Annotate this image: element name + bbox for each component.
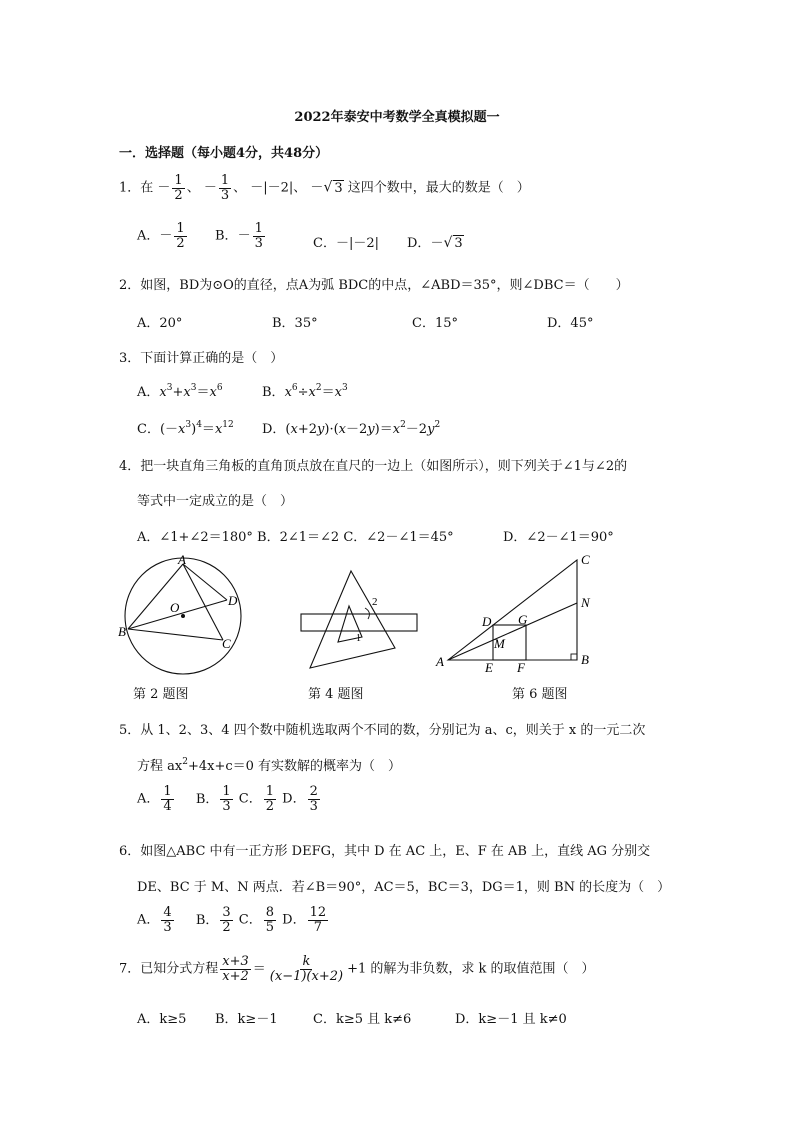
label-b: B: [118, 624, 126, 639]
question-7: 7．已知分式方程 $\frac{x+3}{x+2}$ ＝ $\frac{k}{(x-1)(x+2)}$ +1 的解为非负数，求 k 的取值范围（ ）: [119, 954, 595, 984]
figure-4-ruler-diagram: [301, 571, 417, 668]
label-n: N: [581, 595, 590, 610]
label-c6: C: [581, 552, 590, 567]
q1-sqrt: 3: [334, 180, 343, 196]
q7-option-c: C．k≥5 且 k≠6: [313, 1012, 412, 1027]
label-m: M: [494, 636, 505, 651]
q1-frac-1: $\frac{1}{2}$: [174, 173, 183, 203]
triangle-abc: [448, 560, 577, 660]
q3-option-a: A．$x^3+x^3=x^6$: [137, 383, 223, 400]
q3-option-d: D．$(x+2y)\cdot(x-2y)=x^2-2y^2$: [262, 420, 441, 437]
center-point: [181, 614, 185, 618]
q3-option-c: C．$(-x^3)^4=x^{12}$: [137, 420, 234, 437]
q2-option-b: B．35°: [272, 316, 318, 331]
q4-options-abc: A．∠1+∠2＝180° B．2∠1＝∠2 C．∠2－∠1＝45°: [137, 530, 454, 545]
section-heading: 一．选择题（每小题4分，共48分）: [119, 146, 329, 161]
question-2: 2．如图，BD为⊙O的直径，点A为弧 BDC的中点，∠ABD＝35°，则∠DBC＝（ ）: [119, 278, 629, 293]
label-b6: B: [581, 652, 589, 667]
q1-suffix: 这四个数中，最大的数是（ ）: [347, 180, 530, 196]
label-d6: D: [482, 614, 492, 629]
q1-prefix: 1．在: [119, 180, 154, 196]
q1-option-b: B．－ $\frac{1}{3}$: [215, 221, 263, 251]
q2-option-c: C．15°: [412, 316, 458, 331]
question-5-line-1: 5．从 1、2、3、4 四个数中随机选取两个不同的数，分别记为 a、c，则关于 x 的一元二次: [119, 723, 646, 738]
label-o: O: [170, 600, 180, 615]
set-square-outer: [310, 571, 395, 668]
q1-option-d: D．－√ 3: [407, 235, 463, 251]
line-ag: [448, 603, 577, 660]
figure-2-caption: 第 2 题图: [133, 687, 189, 702]
question-5-line-2: 方程 $ax^2+4x+c=0$ 有实数解的概率为（ ）: [137, 757, 402, 774]
q2-option-a: A．20°: [137, 316, 183, 331]
label-g: G: [518, 612, 528, 627]
question-6-line-1: 6．如图△ABC 中有一正方形 DEFG，其中 D 在 AC 上，E、F 在 AB 上，直线 AG 分别交: [119, 844, 651, 859]
q7-option-b: B．k≥－1: [215, 1012, 278, 1027]
page-title: 2022年泰安中考数学全真模拟题一: [294, 110, 500, 125]
question-4-line-2: 等式中一定成立的是（ ）: [137, 494, 294, 509]
figure-2-circle-diagram: [118, 552, 241, 674]
q5-options: A． $\frac{1}{4}$ B． $\frac{1}{3}$ C． $\frac{1}{2}$ D． $\frac{2}{3}$: [137, 784, 318, 814]
q4-option-d: D．∠2－∠1＝90°: [503, 530, 614, 545]
figures-row: [110, 550, 680, 700]
q1-frac-2: $\frac{1}{3}$: [220, 173, 230, 203]
question-1: 1．在 － $\frac{1}{2}$ 、 － $\frac{1}{3}$ 、 －|－2|、 －√ 3 这四个数中，最大的数是（ ）: [119, 173, 530, 203]
q1-option-a-label: A．: [137, 228, 160, 244]
angle-1-label: 1: [356, 633, 361, 644]
label-e: E: [485, 660, 493, 675]
question-6-line-2: DE、BC 于 M、N 两点．若∠B＝90°，AC＝5，BC＝3，DG＝1，则 BN 的长度为（ ）: [137, 880, 671, 895]
figure-6-triangle-diagram: [435, 552, 591, 675]
q1-options: A．－ $\frac{1}{2}$: [137, 221, 185, 251]
right-angle-mark: [571, 654, 577, 660]
label-a6: A: [436, 654, 444, 669]
question-3: 3．下面计算正确的是（ ）: [119, 351, 284, 366]
label-c: C: [222, 636, 231, 651]
label-d: D: [228, 593, 238, 608]
q7-option-d: D．k≥－1 且 k≠0: [455, 1012, 567, 1027]
q7-option-a: A．k≥5: [137, 1012, 187, 1027]
q3-option-b: B．$x^6\div x^2=x^3$: [262, 383, 348, 400]
angle-2-label: 2: [372, 596, 378, 608]
label-a: A: [178, 552, 186, 567]
q2-option-d: D．45°: [547, 316, 594, 331]
question-4-line-1: 4．把一块直角三角板的直角顶点放在直尺的一边上（如图所示），则下列关于∠1与∠2的: [119, 459, 628, 474]
q6-options: A． $\frac{4}{3}$ B． $\frac{3}{2}$ C． $\frac{8}{5}$ D． $\frac{12}{7}$: [137, 905, 327, 935]
q1-option-c: C．－|－2|: [313, 236, 379, 251]
figure-4-caption: 第 4 题图: [308, 687, 364, 702]
q1-abs-value: －|－2|: [250, 180, 294, 196]
figure-6-caption: 第 6 题图: [512, 687, 568, 702]
label-f: F: [517, 660, 525, 675]
